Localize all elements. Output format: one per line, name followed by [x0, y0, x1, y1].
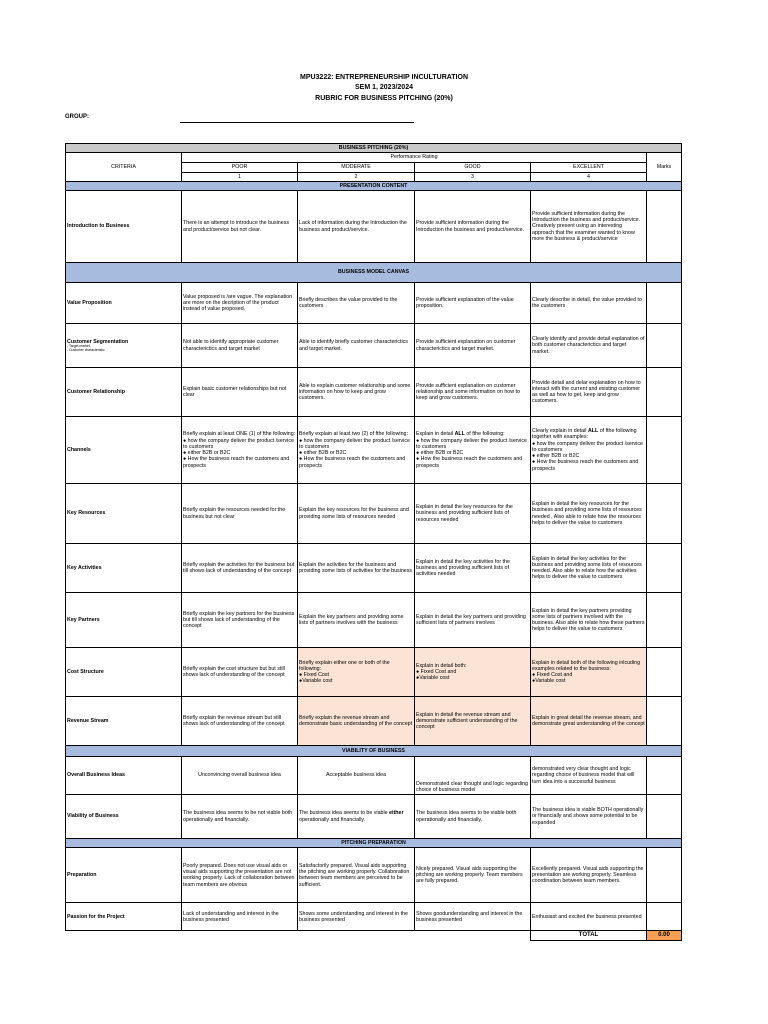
criterion-label: Channels: [66, 417, 182, 484]
excellent-emphasis: ALL: [587, 428, 599, 435]
row-value-proposition: [66, 283, 682, 324]
level-poor: POOR: [182, 162, 298, 172]
criterion-label: Viability of Business: [66, 795, 182, 839]
good-cell: Demonstrated clear thought and logic regarding choice of business model: [415, 757, 531, 795]
rubric-title: RUBRIC FOR BUSINESS PITCHING (20%): [315, 95, 453, 102]
good-cell: Provide sufficient explanation on customer characterictics and target market.: [415, 324, 531, 368]
good-cell: Provide sufficient explanation on customer relationship and some information on how to keep and grow customers.: [415, 368, 531, 417]
good-cell: The business idea seems to be viable both operationally and financially.: [415, 795, 531, 839]
row-customer-relationship: [66, 368, 682, 417]
excellent-cell: Clearly describe in detail, the value provided to the customers: [531, 283, 647, 324]
marks-input[interactable]: [647, 648, 682, 697]
criterion-label: Cost Structure: [66, 648, 182, 697]
level-excellent: EXCELLENT: [531, 162, 647, 172]
good-text: of fthe following: ● how the company deliver the product /service to customers ● either B2B or B2C ● How the business reach the customers and prospects: [416, 431, 527, 469]
poor-cell: Not able to identify appropriate customer characterictics and target market: [182, 324, 298, 368]
course-title: MPU3222: ENTREPRENEURSHIP INCULTURATION: [299, 74, 469, 81]
marks-input[interactable]: [647, 191, 682, 263]
poor-cell: Lack of understanding and interest in the business presented: [182, 903, 298, 931]
poor-cell: Briefly explain the activities for the business but till shows lack of understanding of the concept: [182, 544, 298, 593]
good-cell: Explain in detail the revenue stream and demonstrate sufficient understanding of the concept: [415, 697, 531, 746]
criterion-label: Customer Relationship: [66, 368, 182, 417]
moderate-cell: Acceptable business idea: [298, 757, 415, 795]
criterion-label: Key Resources: [66, 484, 182, 544]
table-title: BUSINESS PITCHING (20%): [66, 144, 682, 153]
good-emphasis: ALL: [454, 431, 465, 438]
good-cell: Explain in detail the key resources for the business and providing sufficient lists of resources needed: [415, 484, 531, 544]
spacer: [298, 931, 415, 941]
row-customer-segmentation: [66, 324, 682, 368]
criterion-label: Key Partners: [66, 593, 182, 648]
excellent-cell: Provide sufficient information during the Introduction the business and product/service. Creatively present using an interesting approach that the examiner wanted to know more the business & product/service: [531, 191, 647, 263]
criterion-subnote: - Customer characteristic: [67, 347, 105, 352]
row-preparation: [66, 848, 682, 903]
row-revenue-stream: [66, 697, 682, 746]
poor-cell: Unconvincing overall business idea: [182, 757, 298, 795]
poor-cell: The business idea seems to be not viable both operationally and financially.: [182, 795, 298, 839]
section-business-model-canvas: BUSINESS MODEL CANVAS: [66, 263, 682, 283]
poor-cell: Briefly explain the resources needed for the business but not clear: [182, 484, 298, 544]
marks-input[interactable]: [647, 417, 682, 484]
moderate-cell: Lack of information during the Introduction the business and product/service.: [298, 191, 415, 263]
marks-input[interactable]: [647, 544, 682, 593]
moderate-cell: Able to explain customer relationship and some information on how to keep and grow customers.: [298, 368, 415, 417]
moderate-emphasis: either: [389, 810, 404, 817]
poor-cell: Briefly explain at least ONE (1) of fthe following: ● how the company deliver the product /service to customers ● either B2B or B2C ● How the business reach the customers and prospects: [182, 417, 298, 484]
moderate-cell: Briefly explain at least two (2) of fthe following: ● how the company deliver the product /service to customers ● either B2B or B2C ● How the business reach the customers and prospects: [298, 417, 415, 484]
good-cell: Explain in detail the key activities for the business and providing sufficient lists of activities needed: [415, 544, 531, 593]
good-cell: Provide sufficient explanation of the value proposition.: [415, 283, 531, 324]
marks-input[interactable]: [647, 903, 682, 931]
excellent-cell: Explain in detail both of the following inlcuding examples related to the business: ● Fixed Cost and ●Variable cost: [531, 648, 647, 697]
excellent-cell: Explain in great detail the revenue stream, and demonstrate great understanding of the concept: [531, 697, 647, 746]
moderate-cell: Briefly describes the value provided to the customers: [298, 283, 415, 324]
moderate-cell: Able to identify briefly customer characterictics and target market.: [298, 324, 415, 368]
row-key-activities: [66, 544, 682, 593]
excellent-cell: [531, 417, 647, 484]
poor-cell: Briefly explain the cost structure but but still shows lack of understanding of the concept: [182, 648, 298, 697]
criterion-label: Value Proposition: [66, 283, 182, 324]
marks-input[interactable]: [647, 368, 682, 417]
group-label: GROUP:: [65, 114, 89, 120]
excellent-text: Clearly explain in detail: [532, 428, 588, 435]
good-cell: [415, 417, 531, 484]
criterion-label: Passion for the Project: [66, 903, 182, 931]
poor-cell: There is an attempt to introduce the business and product/service but not clear.: [182, 191, 298, 263]
marks-input[interactable]: [647, 848, 682, 903]
row-overall-business-ideas: [66, 757, 682, 795]
level-moderate: MODERATE: [298, 162, 415, 172]
spacer: [182, 931, 298, 941]
rubric-table: [65, 143, 682, 941]
good-cell: Explain in detail both: ● Fixed Cost and ●Variable cost: [415, 648, 531, 697]
group-input-line[interactable]: [180, 122, 414, 123]
marks-input[interactable]: [647, 795, 682, 839]
poor-cell: Value proposed is /are vague. The explanation are more on the decription of the product instead of value proposed.: [182, 283, 298, 324]
excellent-cell: The business idea is viable BOTH operationally or financially and shows some potential to be expanded: [531, 795, 647, 839]
marks-input[interactable]: [647, 324, 682, 368]
criteria-header: CRITERIA: [66, 153, 182, 182]
excellent-cell: Explain in detail the key partners providing some lists of partners involved with the business. Also able to relate how these partners helps to deliver the value to customers: [531, 593, 647, 648]
criterion-label: Revenue Stream: [66, 697, 182, 746]
row-cost-structure: [66, 648, 682, 697]
poor-cell: Poorly prepared. Does not use visual aids or visual aids supporting the presentation are not working properly. Lack of collaboration between team members are obvious: [182, 848, 298, 903]
criterion-label: Key Activities: [66, 544, 182, 593]
level-good: GOOD: [415, 162, 531, 172]
criterion-label: Introduction to Business: [66, 191, 182, 263]
row-key-partners: [66, 593, 682, 648]
moderate-cell: Explain the key resources for the business and providing some lists of resources needed: [298, 484, 415, 544]
good-cell: Provide sufficient information during the Introduction the business and product/service.: [415, 191, 531, 263]
row-channels: [66, 417, 682, 484]
excellent-text: of fthe following together with examples: ● how the company deliver the product /service to customers ● either B2B or B2C ● How the business reach the customers and prospects: [532, 428, 643, 472]
score-excellent: 4: [531, 172, 647, 181]
performance-rating-header: Performance Rating: [182, 153, 647, 162]
row-passion: [66, 903, 682, 931]
excellent-cell: Enthusiast and excited the business presented: [531, 903, 647, 931]
semester: SEM 1, 2023/2024: [355, 84, 413, 91]
marks-input[interactable]: [647, 593, 682, 648]
marks-header: Marks: [647, 153, 682, 182]
marks-input[interactable]: [647, 697, 682, 746]
criterion-subnote: - Target market,: [67, 343, 91, 348]
excellent-cell: Explain in detail the key activities for the business and providing some lists of resources needed. Also able to relate how the activities helps to deliver the value to customers: [531, 544, 647, 593]
excellent-cell: Excellently prepared. Visual aids supporting the presentation are working properly. Seamless coordination between team members.: [531, 848, 647, 903]
poor-cell: Briefly explain the revenue stream but still shows lack of understanding of the concept: [182, 697, 298, 746]
section-viability: VIABILITY OF BUSINESS: [66, 746, 682, 757]
poor-cell: Explain basic customer relationships but not clear: [182, 368, 298, 417]
moderate-cell: Explain the activities for the business and providing some lists of activities for the business: [298, 544, 415, 593]
moderate-cell: Briefly explain the revenue stream and demonstrate basic understanding of the concept: [298, 697, 415, 746]
moderate-cell: Shows some understanding and interest in the business presented: [298, 903, 415, 931]
criterion-label: Overall Business Ideas: [66, 757, 182, 795]
moderate-cell: Satisfactorily prepared. Visual aids supporting the pitching are working properly. Collaboration between team members are perceived to be sufficient.: [298, 848, 415, 903]
moderate-cell: Briefly explain either one or both of the following: ● Fixed Cost ●Variable cost: [298, 648, 415, 697]
good-cell: Shows goodunderstanding and interest in the business presented: [415, 903, 531, 931]
marks-input[interactable]: [647, 283, 682, 324]
good-text: Explain in detail: [416, 431, 455, 438]
criterion-label: Preparation: [66, 848, 182, 903]
criterion-cell: [66, 324, 182, 368]
moderate-text: operationally and financially.: [299, 816, 366, 823]
excellent-cell: Provide detail and delar explanation on how to interact with the current and existing customer as well as how to get, keep and grow customers.: [531, 368, 647, 417]
score-good: 3: [415, 172, 531, 181]
moderate-text: The business idea seems to be viable: [299, 810, 390, 817]
row-introduction: [66, 191, 682, 263]
spacer: [66, 931, 182, 941]
marks-input[interactable]: [647, 484, 682, 544]
section-pitching-preparation: PITCHING PREPARATION: [66, 839, 682, 848]
moderate-cell: [298, 795, 415, 839]
good-cell: Nicely prepared. Visual aids supporting the pitching are working properly. Team members are fully prepared.: [415, 848, 531, 903]
moderate-cell: Explain the key partners and providing some lists of partners involves with the business: [298, 593, 415, 648]
poor-cell: Briefly explain the key partners for the business but till shows lack of understanding of the concept: [182, 593, 298, 648]
score-poor: 1: [182, 172, 298, 181]
marks-input[interactable]: [647, 757, 682, 795]
section-presentation-content: PRESENTATION CONTENT: [66, 181, 682, 190]
total-value: 0.00: [647, 931, 682, 941]
spacer: [415, 931, 531, 941]
score-moderate: 2: [298, 172, 415, 181]
row-key-resources: [66, 484, 682, 544]
total-label: TOTAL: [531, 931, 647, 941]
row-viability-of-business: [66, 795, 682, 839]
excellent-cell: demonstrated very clear thought and logic regarding choice of business model that will turn idea into a successful business: [531, 757, 647, 795]
good-cell: Explain in detail the key partners and providing sufficient lists of partners involves: [415, 593, 531, 648]
criterion-label: Customer Segmentation: [67, 338, 129, 345]
excellent-cell: Clearly identify and provide detail explanation of both customer characterictics and target market.: [531, 324, 647, 368]
excellent-cell: Explain in detail the key resources for the business and providing some lists of resources needed . Also able to relate how the resources helps to deliver the value to customers: [531, 484, 647, 544]
